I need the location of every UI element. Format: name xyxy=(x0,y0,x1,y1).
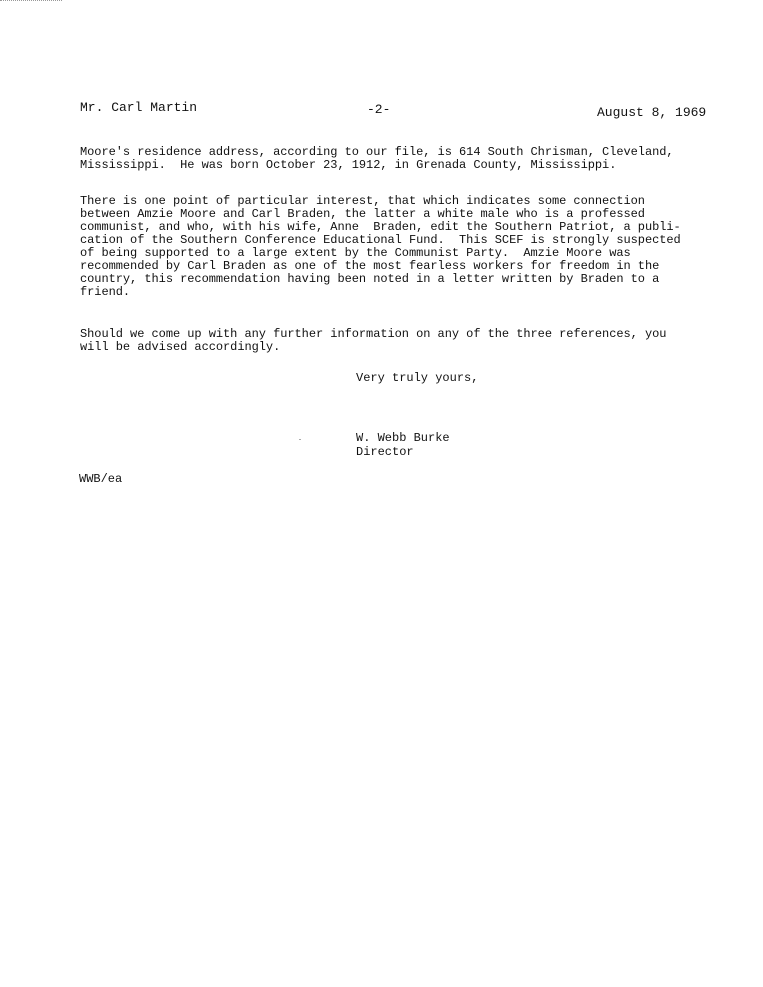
signer-title: Director xyxy=(356,445,414,459)
signer-name: W. Webb Burke xyxy=(356,431,450,445)
typist-initials: WWB/ea xyxy=(79,472,123,486)
scan-speck xyxy=(299,439,301,440)
paragraph-further-info: Should we come up with any further information on any of the three references, you will be advised accordingly. xyxy=(80,327,667,354)
paragraph-residence: Moore's residence address, according to our file, is 614 South Chrisman, Cleveland, Mississippi. He was born October 23, 1912, in Grenada County, Mississippi. xyxy=(80,145,674,172)
page-number: -2- xyxy=(367,102,391,117)
recipient-line: Mr. Carl Martin xyxy=(80,100,198,115)
closing-salutation: Very truly yours, xyxy=(356,371,479,385)
letter-date: August 8, 1969 xyxy=(597,105,707,120)
signature-block xyxy=(356,431,450,459)
paragraph-connection: There is one point of particular interest, that which indicates some connection between Amzie Moore and Carl Braden, the latter a white male who is a professed communist, and who, with his wife, Anne Braden, edit the Southern Patriot, a publi- cation of the Southern Conference Educational Fund. This SCEF is strongly suspected of being supported to a large extent by the Communist Party. Amzie Moore was recommended by Carl Braden as one of the most fearless workers for freedom in the country, this recommendation having been noted in a letter written by Braden to a friend. xyxy=(80,194,681,299)
top-edge-dots xyxy=(0,0,62,3)
